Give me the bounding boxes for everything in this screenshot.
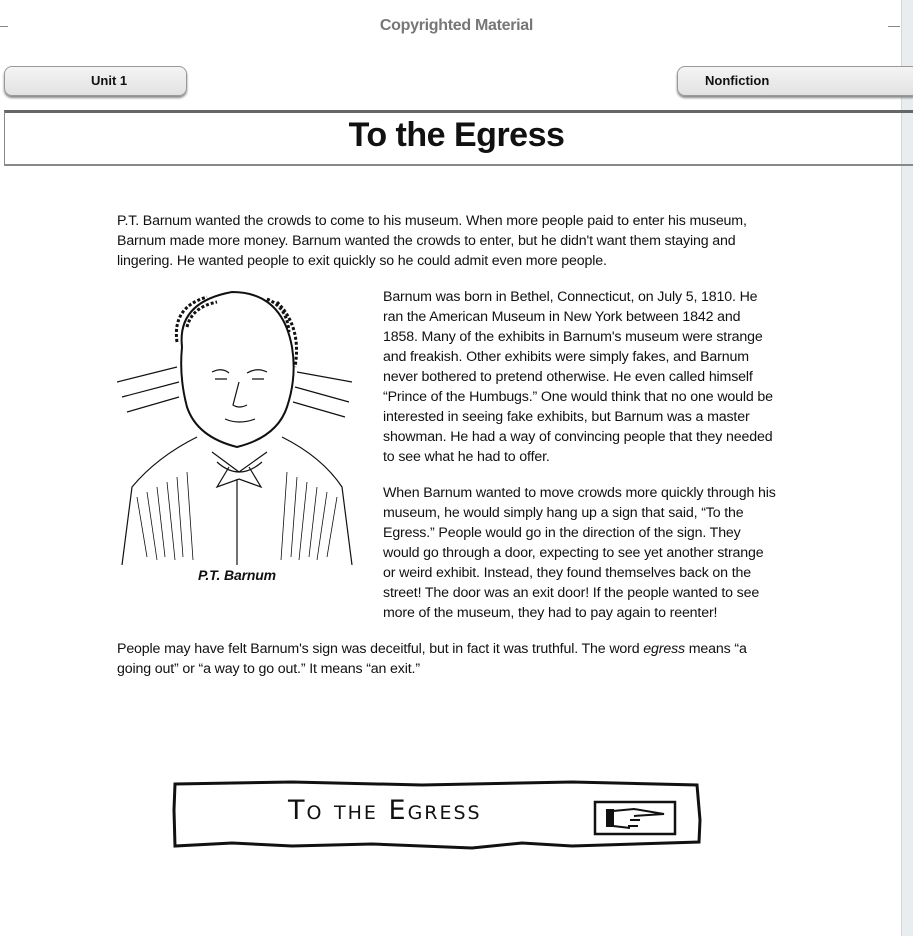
paragraph-intro: P.T. Barnum wanted the crowds to come to his museum. When more people paid to enter his museum, Barnum made more money. Barnum wanted the crowds to enter, but he didn't want them staying and lingering. He wanted people to exit quickly so he could admit even more people. [117, 213, 747, 269]
copyright-notice: Copyrighted Material [379, 17, 534, 34]
portrait-figure [117, 287, 383, 613]
page-title: To the Egress [348, 116, 565, 154]
paragraph-conclusion: People may have felt Barnum's sign was deceitful, but in fact it was truthful. The word egress means “a going out” or “a way to go out.” It means “an exit.” [117, 641, 747, 677]
paragraph-egress-sign: When Barnum wanted to move crowds more quickly through his museum, he would simply hang up a sign that said, “To the Egress.” People would go in the direction of the sign. They would go through a door, expecting to see yet another strange or weird exhibit. Instead, they found themselves back on the street! The door was an exit door! If the people wanted to see more of the museum, they had to pay again to reenter! [383, 485, 776, 621]
unit-tab [4, 66, 187, 96]
egress-sign-text: To the Egress [288, 795, 482, 826]
paragraph-biography: Barnum was born in Bethel, Connecticut, on July 5, 1810. He ran the American Museum in New York between 1842 and 1858. Many of the exhibits in Barnum's museum were strange and freakish. Other exhibits were simply fakes, and Barnum never bothered to pretend otherwise. He even called himself “Prince of the Humbugs.” One would think that no one would be interested in seeing fake exhibits, but Barnum was a master showman. He had a way of convincing people that they needed to see what he had to offer. [383, 289, 773, 465]
genre-label: Nonfiction [705, 73, 770, 88]
genre-tab [677, 66, 913, 96]
barnum-portrait-illustration [117, 287, 357, 565]
unit-label: Unit 1 [91, 73, 128, 88]
egress-term: egress [643, 641, 685, 657]
figure-caption: P.T. Barnum [198, 567, 276, 583]
article-body [117, 211, 777, 695]
